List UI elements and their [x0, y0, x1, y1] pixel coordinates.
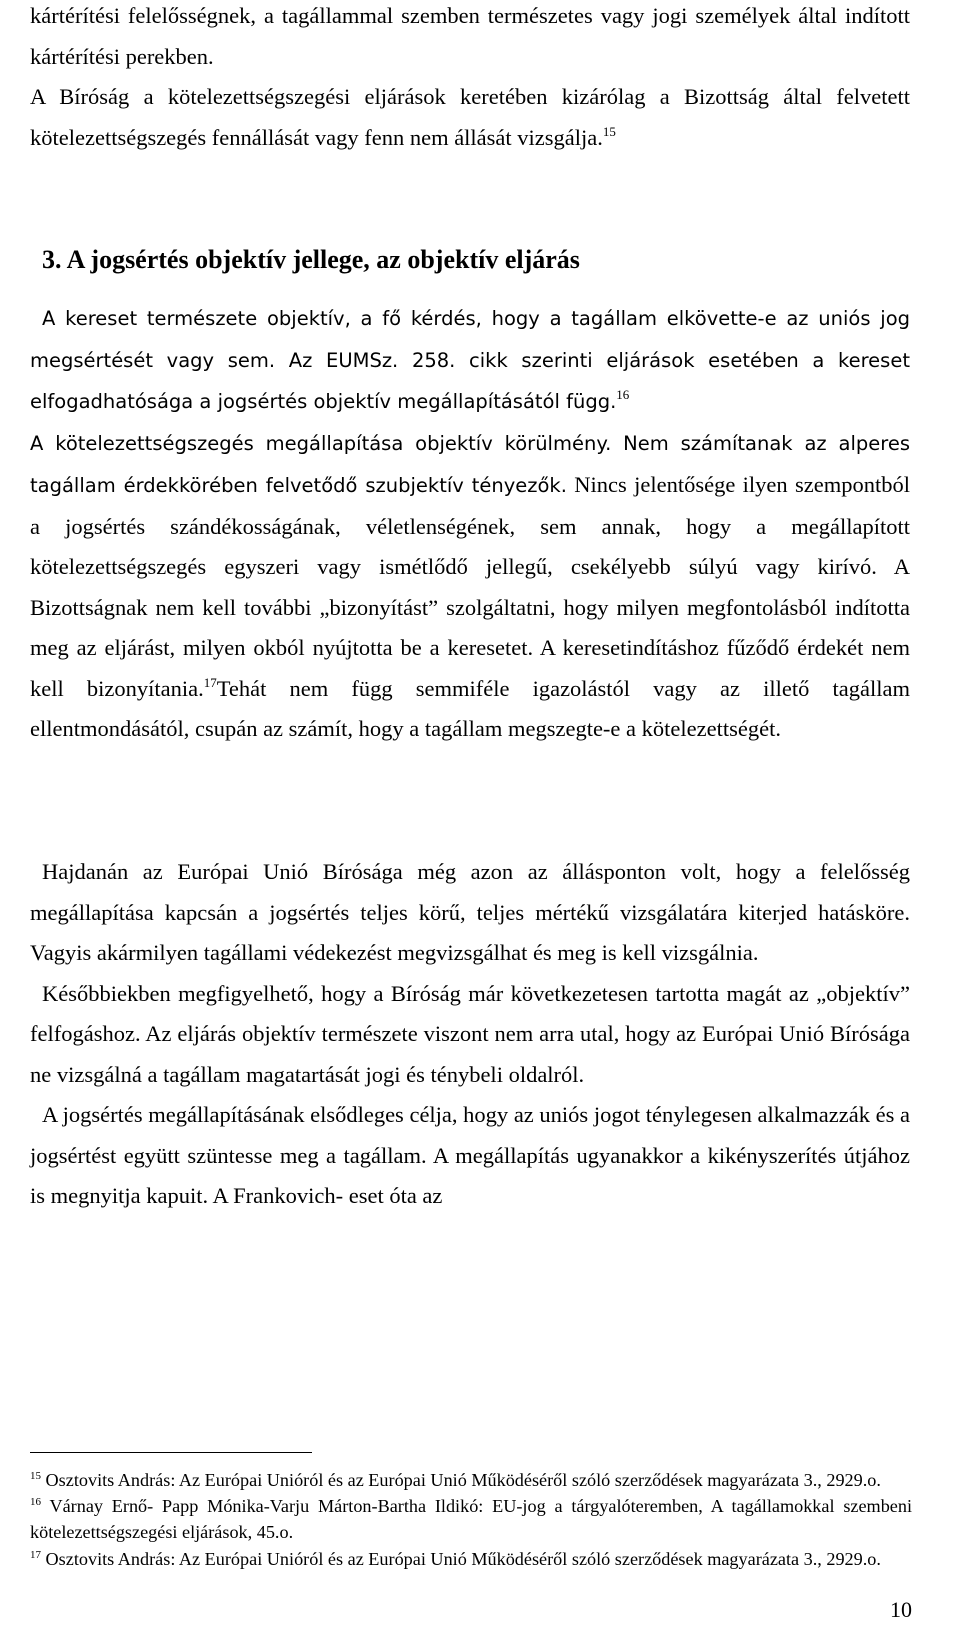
paragraph [30, 298, 910, 750]
footnote-ref[interactable]: 16 [616, 387, 630, 403]
footnote-ref[interactable]: 17 [203, 674, 217, 690]
paragraph-text: kártérítési felelősségnek, a tagállammal szemben természetes vagy jogi személyek által indított kártérítési perekben. [30, 3, 910, 69]
footnote-ref[interactable]: 15 [602, 123, 616, 139]
paragraph: A jogsértés megállapításának elsődleges célja, hogy az uniós jogot ténylegesen alkalmazzák és a jogsértést együtt szüntesse meg a tagállam. A megállapítás ugyanakkor a kikényszerítés útjához is megnyitja kapuit. A Frankovich- eset óta az [30, 1102, 910, 1208]
footnotes [30, 1467, 912, 1572]
footnote-number: 17 [30, 1548, 41, 1561]
footnote-text: Várnay Ernő- Papp Mónika-Varju Márton-Bartha Ildikó: EU-jog a tárgyalóteremben, A tagállamokkal szembeni kötelezettségszegési eljárások, 45.o. [30, 1496, 913, 1543]
footnote-number: 16 [30, 1496, 41, 1509]
intro-text [30, 0, 910, 158]
paragraph-text: Nincs jelentősége ilyen szempontból a jogsértés szándékosságának, véletlenségének, sem annak, hogy a megállapított kötelezettségszegés egyszeri vagy ismétlődő jellegű, csekélyebb súlyú vagy kirívó. A Bizottságnak nem kell további „bizonyítást” szolgáltatni, hogy milyen megfontolásból indította meg az eljárást, milyen okból nyújtotta be a keresetet. A keresetindításhoz fűződő érdekét nem kell bizonyítania. [30, 471, 911, 701]
paragraph [30, 0, 910, 77]
footnote-text: Osztovits András: Az Európai Unióról és az Európai Unió Működéséről szóló szerződések magyarázata 3., 2929.o. [45, 1548, 881, 1569]
paragraph: Hajdanán az Európai Unió Bírósága még azon az állásponton volt, hogy a felelősség megállapítása kapcsán a jogsértés teljes körű, teljes mértékű vizsgálatára kiterjed hatásköre. Vagyis akármilyen tagállami védekezést megvizsgálhat és meg is kell vizsgálnia. [30, 859, 910, 965]
footnote [30, 1493, 912, 1545]
footnote-text: Osztovits András: Az Európai Unióról és az Európai Unió Működéséről szóló szerződések magyarázata 3., 2929.o. [45, 1470, 881, 1490]
footnote-separator [30, 1452, 312, 1453]
footnote [30, 1546, 912, 1572]
footnote [30, 1467, 912, 1493]
page-number: 10 [890, 1597, 912, 1622]
paragraph-text: Tehát nem függ semmiféle igazolástól vagy az illető tagállam ellentmondásától, csupán az számít, hogy a tagállam megszegte-e a kötelezettségét. [30, 675, 910, 742]
paragraph-text: A kereset természete objektív, a fő kérdés, hogy a tagállam elkövette-e az uniós jog megsértését vagy sem. Az EUMSz. 258. cikk szerinti eljárások esetében a kereset elfogadhatósága a jogsértés objektív megállapításától függ. [30, 307, 910, 414]
paragraph [30, 77, 910, 158]
paragraph-text: A kötelezettségszegés megállapítása objektív körülmény. Nem számítanak az alperes tagállam érdekkörében felvetődő szubjektív tényezők. [30, 432, 910, 497]
section-body-continued [30, 852, 910, 1217]
section-heading: 3. A jogsértés objektív jellege, az objektív eljárás [42, 245, 580, 274]
footnote-number: 15 [30, 1470, 41, 1482]
paragraph: Későbbiekben megfigyelhető, hogy a Bíróság már következetesen tartotta magát az „objektív” felfogáshoz. Az eljárás objektív természete viszont nem arra utal, hogy az Európai Unió Bírósága ne vizsgálná a tagállam magatartását jogi és ténybeli oldalról. [30, 980, 910, 1087]
section-body [30, 298, 910, 750]
paragraph-text: A Bíróság a kötelezettségszegési eljárások keretében kizárólag a Bizottság által felvetett kötelezettségszegés fennállását vagy fenn nem állását vizsgálja. [30, 84, 910, 150]
